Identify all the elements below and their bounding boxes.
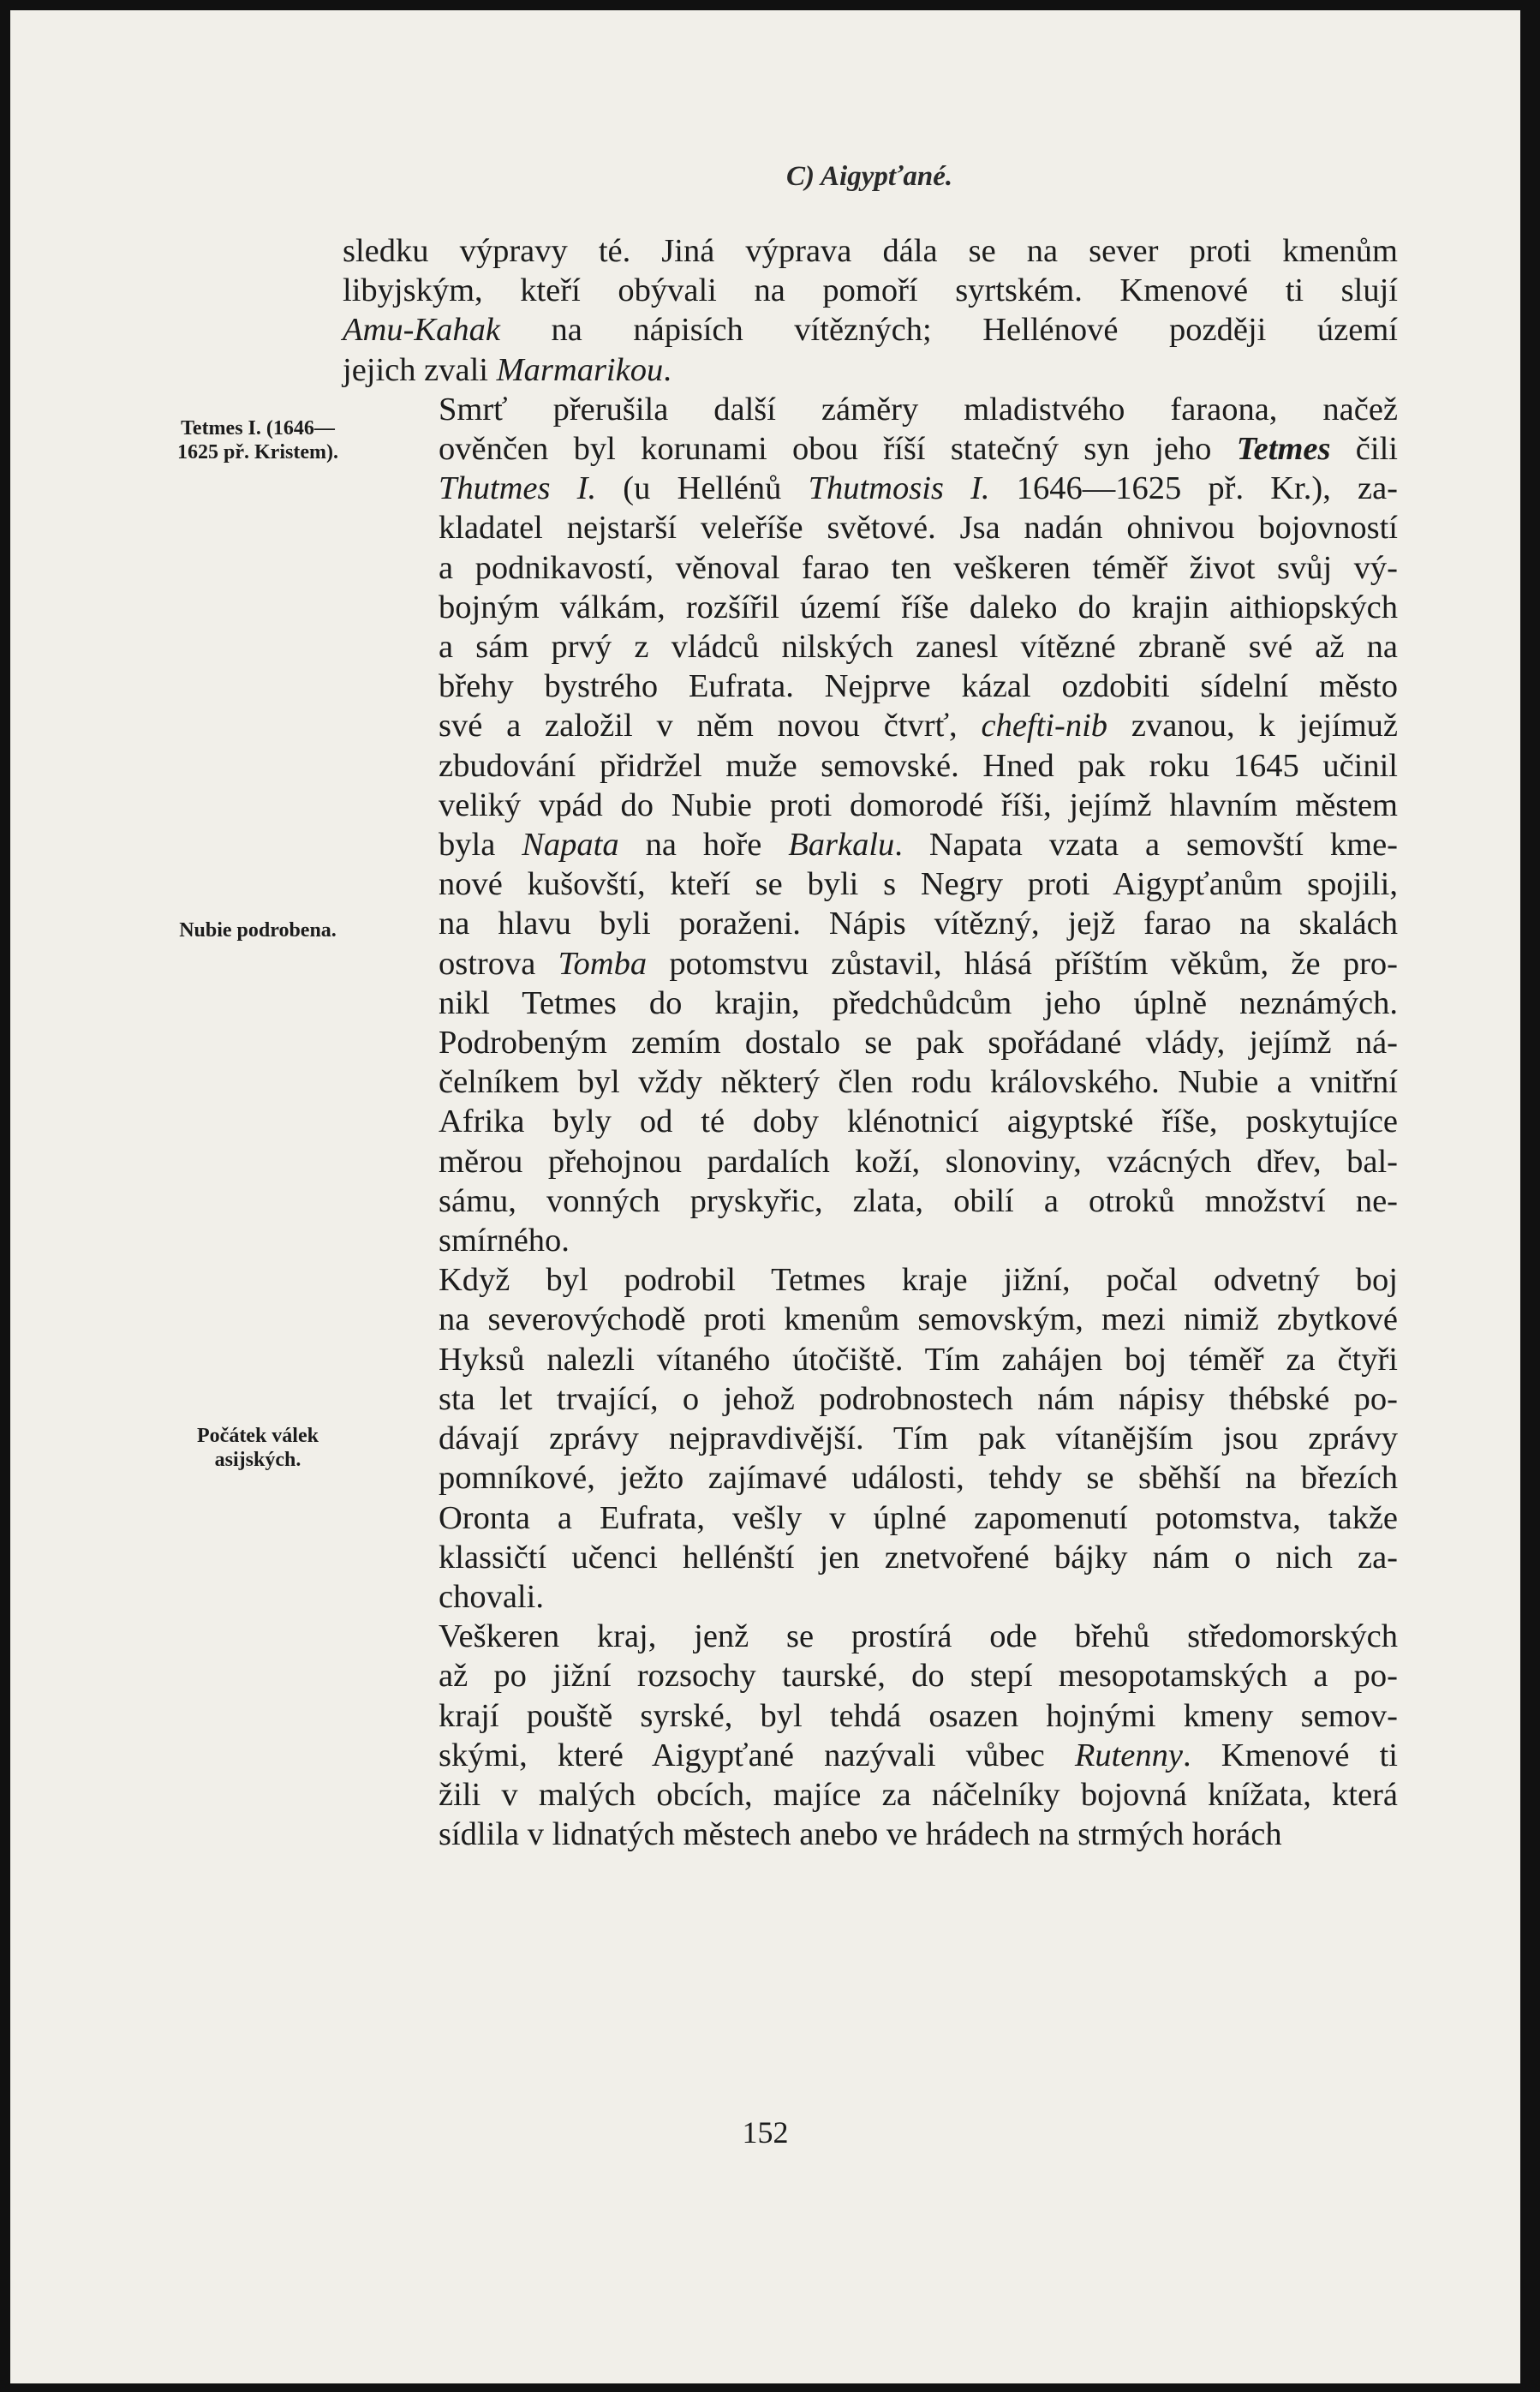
text-run: nové kušovští, kteří se byli s Negry proti Aigypťanům spojili, <box>439 866 1398 903</box>
text-run: na severovýchodě proti kmenům semovským, mezi nimiž zbytkové <box>439 1301 1398 1338</box>
text-line <box>343 1379 1398 1419</box>
text-run: břehy bystrého Eufrata. Nejprve kázal ozdobiti sídelní město <box>439 668 1398 705</box>
side-note-tetmes: Tetmes I. (1646—1625 př. Kristem). <box>177 417 338 463</box>
text-line <box>343 390 1398 429</box>
text-line <box>343 1023 1398 1062</box>
running-header: C) Aigypťané. <box>786 161 953 192</box>
text-line <box>343 1181 1398 1221</box>
text-run: Afrika byly od té doby klénotnicí aigyptské říše, poskytujíce <box>439 1103 1398 1140</box>
text-run: a podnikavostí, věnoval farao ten veškeren téměř život svůj vý- <box>439 549 1398 586</box>
text-line <box>343 429 1398 469</box>
text-run: klassičtí učenci hellénští jen znetvořené bájky nám o nich za- <box>439 1539 1398 1576</box>
text-run: bojným válkám, rozšířil území říše daleko do krajin aithiopských <box>439 589 1398 625</box>
text-line <box>343 1419 1398 1458</box>
text-run: . Napata vzata a semovští kme- <box>894 827 1398 864</box>
text-line <box>343 1815 1398 1854</box>
text-line <box>343 1577 1398 1617</box>
text-run: Veškeren kraj, jenž se prostírá ode břehů středomorských <box>439 1618 1398 1655</box>
text-run: skými, které Aigypťané nazývali vůbec <box>439 1737 1075 1773</box>
emphasized-text: Amu-Kahak <box>343 312 500 349</box>
text-line <box>343 667 1398 706</box>
text-run: veliký vpád do Nubie proti domorodé říši, jejímž hlavním městem <box>439 786 1398 823</box>
text-run: na hoře <box>618 827 789 864</box>
text-line <box>343 469 1398 508</box>
text-line <box>343 1300 1398 1339</box>
text-run: až po jižní rozsochy taurské, do stepí mesopotamských a po- <box>439 1658 1398 1695</box>
text-run: Smrť přerušila další záměry mladistvého faraona, načež <box>439 391 1398 428</box>
text-line <box>343 588 1398 627</box>
text-line <box>343 1538 1398 1577</box>
text-line <box>343 1458 1398 1498</box>
text-run: Podrobeným zemím dostalo se pak spořádané vlády, jejímž ná- <box>439 1025 1398 1061</box>
text-run: jejich zvali <box>343 351 497 388</box>
text-run: své a založil v něm novou čtvrť, <box>439 708 982 745</box>
text-line <box>343 1142 1398 1181</box>
emphasized-text: chefti-nib <box>981 708 1108 745</box>
text-run: na hlavu byli poraženi. Nápis vítězný, jejž farao na skalách <box>439 906 1398 942</box>
paragraph <box>343 1260 1398 1617</box>
text-line <box>343 1260 1398 1300</box>
paragraph <box>343 1617 1398 1854</box>
body-text <box>343 231 1398 1854</box>
text-line <box>343 1498 1398 1538</box>
text-line <box>343 1696 1398 1736</box>
text-run: sledku výpravy té. Jiná výprava dála se na sever proti kmenům <box>343 233 1398 269</box>
text-run: Když byl podrobil Tetmes kraje jižní, počal odvetný boj <box>439 1262 1398 1299</box>
emphasized-text: Barkalu <box>788 827 895 864</box>
text-line <box>343 627 1398 667</box>
text-run: čelníkem byl vždy některý člen rodu královského. Nubie a vnitřní <box>439 1064 1398 1101</box>
text-run: Hyksů nalezli vítaného útočiště. Tím zahájen boj téměř za čtyři <box>439 1341 1398 1378</box>
text-line <box>343 1102 1398 1141</box>
emphasized-text: Rutenny <box>1074 1737 1183 1773</box>
text-line <box>343 1221 1398 1260</box>
text-run: smírného. <box>439 1223 570 1259</box>
text-line <box>343 271 1398 310</box>
text-run: ověnčen byl korunami obou říší statečný syn jeho <box>439 431 1237 468</box>
text-line <box>343 1656 1398 1695</box>
text-line <box>343 508 1398 547</box>
text-line <box>343 904 1398 943</box>
emphasized-text: Thutmes I. <box>439 470 597 507</box>
text-line <box>343 944 1398 984</box>
text-run: Oronta a Eufrata, vešly v úplné zapomenutí potomstva, takže <box>439 1499 1398 1536</box>
text-line <box>343 786 1398 825</box>
paragraph <box>343 390 1398 1260</box>
text-run: krají pouště syrské, byl tehdá osazen hojnými kmeny semov- <box>439 1697 1398 1734</box>
emphasized-text: Tetmes <box>1236 431 1331 468</box>
text-line <box>343 864 1398 904</box>
text-line <box>343 1736 1398 1775</box>
text-line <box>343 984 1398 1023</box>
text-run: čili <box>1330 431 1398 468</box>
text-line <box>343 1340 1398 1379</box>
emphasized-text: Thutmosis I. <box>808 470 990 507</box>
text-run: . <box>663 351 672 388</box>
text-run: 1646—1625 př. Kr.), za- <box>989 470 1398 507</box>
text-run: žili v malých obcích, majíce za náčelníky bojovná knížata, která <box>439 1776 1398 1813</box>
text-run: byla <box>439 827 522 864</box>
text-line <box>343 1775 1398 1815</box>
text-run: sta let trvající, o jehož podrobnostech nám nápisy thébské po- <box>439 1380 1398 1417</box>
text-run: sámu, vonných pryskyřic, zlata, obilí a otroků množství ne- <box>439 1182 1398 1219</box>
text-run: potomstvu zůstavil, hlásá příštím věkům, že pro- <box>647 945 1398 982</box>
text-line <box>343 231 1398 271</box>
text-run: (u Hellénů <box>596 470 809 507</box>
text-run: libyjským, kteří obývali na pomoří syrtském. Kmenové ti slují <box>343 272 1398 309</box>
text-line <box>343 548 1398 588</box>
paragraph <box>343 231 1398 390</box>
text-run: pomníkové, ježto zajímavé události, tehdy se sběhší na březích <box>439 1460 1398 1497</box>
text-run: sídlila v lidnatých městech anebo ve hrádech na strmých horách <box>439 1816 1282 1853</box>
text-run: měrou přehojnou pardalích koží, slonoviny, vzácných dřev, bal- <box>439 1143 1398 1180</box>
emphasized-text: Marmarikou <box>496 351 664 388</box>
text-line <box>343 825 1398 864</box>
text-line <box>343 1062 1398 1102</box>
text-run: a sám prvý z vládců nilských zanesl vítězné zbraně své až na <box>439 629 1398 666</box>
text-line <box>343 350 1398 390</box>
text-run: ostrova <box>439 945 558 982</box>
emphasized-text: Tomba <box>558 945 648 982</box>
text-run: chovali. <box>439 1578 544 1615</box>
text-line <box>343 310 1398 350</box>
text-run: nikl Tetmes do krajin, předchůdcům jeho úplně neznámých. <box>439 984 1398 1021</box>
text-run: zbudování přidržel muže semovské. Hned pak roku 1645 učinil <box>439 747 1398 784</box>
emphasized-text: Napata <box>522 827 619 864</box>
book-page <box>10 10 1520 2383</box>
text-run: zvanou, k jejímuž <box>1107 708 1399 745</box>
text-line <box>343 746 1398 786</box>
side-note-valky: Počátek válek asijských. <box>197 1425 319 1471</box>
text-run: dávají zprávy nejpravdivější. Tím pak vítanějším jsou zprávy <box>439 1420 1398 1457</box>
text-run: na nápisích vítězných; Hellénové později území <box>499 312 1398 349</box>
page-number: 152 <box>742 2115 789 2150</box>
text-line <box>343 706 1398 745</box>
text-run: . Kmenové ti <box>1182 1737 1399 1773</box>
text-run: kladatel nejstarší veleříše světové. Jsa nadán ohnivou bojovností <box>439 510 1398 547</box>
side-note-nubie: Nubie podrobena. <box>179 919 337 942</box>
text-line <box>343 1617 1398 1656</box>
